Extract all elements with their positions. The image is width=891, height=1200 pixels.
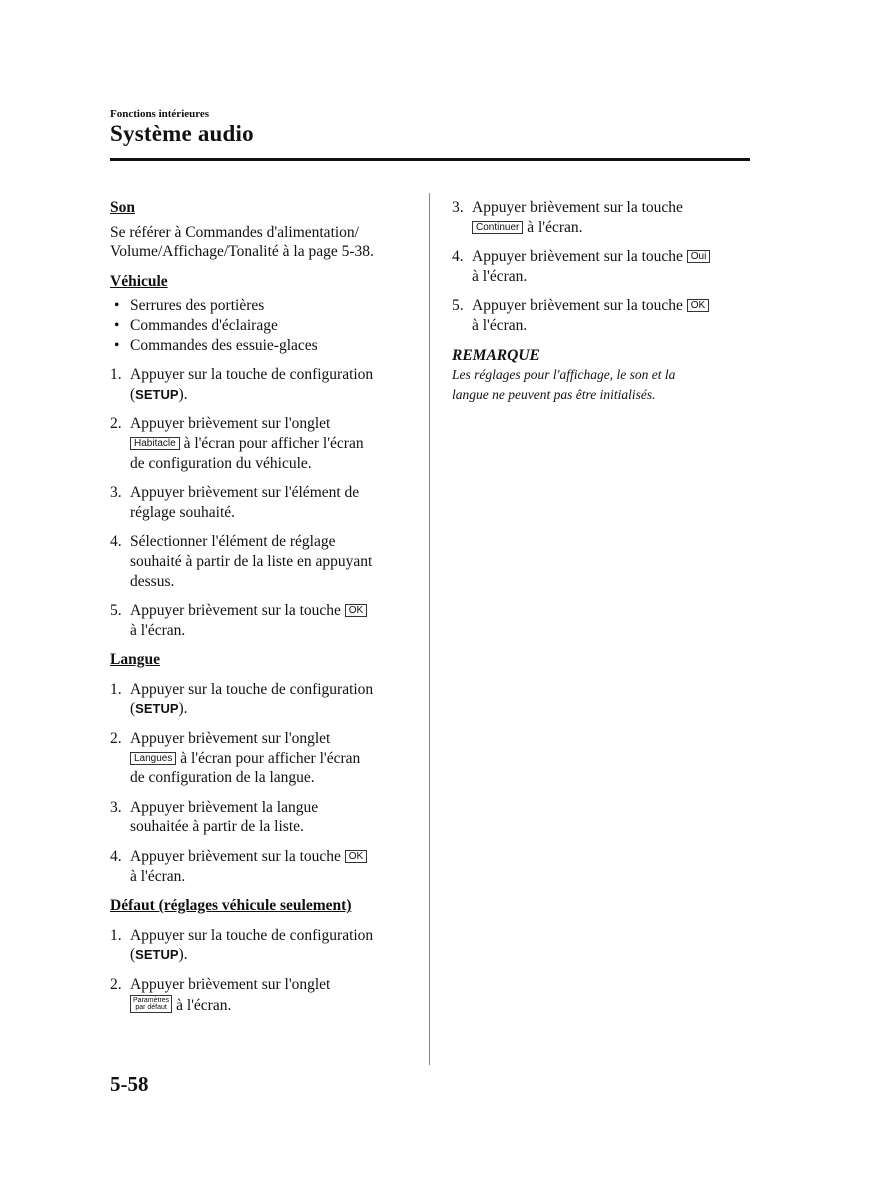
step-text (130, 601, 410, 621)
paren-open: ( (130, 385, 136, 403)
step-text: Appuyer brièvement sur l'onglet (130, 415, 331, 433)
step-number: 4. (110, 533, 122, 551)
step-text (472, 296, 752, 316)
continuation-step-3 (452, 198, 752, 237)
setup-key: SETUP (135, 386, 179, 402)
list-item: • Serrures des portières (110, 296, 410, 316)
step-text (130, 434, 410, 454)
step-text: Appuyer brièvement sur la touche (472, 199, 683, 216)
vehicule-heading: Véhicule (110, 272, 168, 290)
step-text-inline: Appuyer brièvement sur la touche (472, 297, 683, 315)
paren-close: ). (178, 700, 188, 718)
son-line-2: Volume/Affichage/Tonalité à la page 5-38. (110, 243, 374, 261)
vehicule-step-1 (110, 365, 410, 404)
step-text: dessus. (130, 572, 175, 590)
vehicule-bullet-list (110, 296, 410, 355)
step-text-inline: Appuyer brièvement sur la touche (130, 602, 341, 620)
step-text (472, 218, 752, 238)
step-text-inline: Appuyer brièvement sur la touche (472, 248, 683, 266)
step-text-inline: Appuyer brièvement sur la touche (130, 848, 341, 866)
button-label-line-2: par défaut (135, 1003, 167, 1011)
son-line-1: Se référer à Commandes d'alimentation/ (110, 223, 359, 241)
step-number: 2. (110, 976, 122, 993)
defaut-step-1 (110, 926, 410, 965)
paren-close: ). (178, 385, 188, 403)
step-text (130, 945, 410, 965)
setup-key: SETUP (135, 701, 179, 717)
header-rule (110, 158, 750, 161)
step-text-inline: à l'écran pour afficher l'écran (180, 749, 361, 767)
son-heading: Son (110, 199, 135, 216)
step-number: 5. (110, 602, 122, 620)
step-text (130, 699, 410, 719)
continuer-button: Continuer (472, 221, 523, 234)
step-number: 1. (110, 680, 122, 698)
step-text: à l'écran. (472, 267, 528, 285)
step-text: Appuyer sur la touche de configuration (130, 366, 374, 384)
step-text (130, 385, 410, 405)
langue-step-1 (110, 680, 410, 719)
page-number: 5-58 (110, 1072, 149, 1096)
step-text (130, 995, 410, 1016)
vehicule-step-5 (110, 601, 410, 640)
button-label-line-1: Paramètres (133, 996, 170, 1004)
langue-step-2 (110, 729, 410, 788)
page-title: Système audio (110, 121, 254, 146)
step-number: 5. (452, 297, 464, 315)
step-text: souhaitée à partir de la liste. (130, 818, 304, 836)
running-header: Fonctions intérieures (110, 108, 210, 120)
ok-button: OK (687, 299, 709, 312)
paren-close: ). (178, 946, 188, 964)
column-divider (429, 193, 430, 1065)
step-number: 4. (110, 848, 122, 866)
langue-step-4 (110, 847, 410, 886)
left-column (110, 198, 410, 1015)
continuation-step-4 (452, 247, 752, 286)
step-text: Appuyer sur la touche de configuration (130, 680, 374, 698)
step-number: 3. (452, 199, 464, 216)
habitacle-tab-button: Habitacle (130, 437, 180, 450)
vehicule-step-4 (110, 532, 410, 591)
parametres-par-defaut-tab-button (130, 995, 172, 1013)
step-text: Appuyer brièvement sur l'élément de (130, 484, 360, 502)
step-text: souhaité à partir de la liste en appuyant (130, 552, 373, 570)
step-text (130, 749, 410, 769)
step-number: 3. (110, 798, 122, 816)
step-text-inline: à l'écran. (176, 996, 232, 1014)
setup-key: SETUP (135, 947, 179, 963)
langue-heading: Langue (110, 651, 160, 669)
step-number: 1. (110, 926, 122, 944)
step-text: à l'écran. (472, 316, 528, 334)
step-text: réglage souhaité. (130, 503, 236, 521)
langue-step-3 (110, 798, 410, 837)
note-line-2: langue ne peuvent pas être initialisés. (452, 386, 656, 402)
step-text (130, 847, 410, 867)
step-text: Appuyer brièvement la langue (130, 798, 319, 816)
step-text: Appuyer brièvement sur l'onglet (130, 976, 331, 993)
paren-open: ( (130, 700, 136, 718)
step-text: de configuration du véhicule. (130, 454, 312, 472)
step-text: de configuration de la langue. (130, 769, 315, 787)
note-heading: REMARQUE (452, 346, 540, 364)
right-column (452, 198, 752, 404)
defaut-heading: Défaut (réglages véhicule seulement) (110, 897, 352, 915)
step-text: à l'écran. (130, 621, 186, 639)
step-number: 2. (110, 415, 122, 433)
step-text: Appuyer brièvement sur l'onglet (130, 730, 331, 748)
step-text: Sélectionner l'élément de réglage (130, 533, 336, 551)
ok-button: OK (345, 604, 367, 617)
vehicule-step-3 (110, 483, 410, 522)
step-text-inline: à l'écran pour afficher l'écran (183, 434, 364, 452)
step-text (472, 247, 752, 267)
langues-tab-button: Langues (130, 752, 176, 765)
step-number: 1. (110, 366, 122, 384)
step-number: 2. (110, 730, 122, 748)
vehicule-step-2 (110, 414, 410, 473)
step-text: Appuyer sur la touche de configuration (130, 926, 374, 944)
step-number: 3. (110, 484, 122, 502)
defaut-step-2 (110, 975, 410, 1015)
oui-button: Oui (687, 250, 711, 263)
continuation-step-5 (452, 296, 752, 335)
step-number: 4. (452, 248, 464, 266)
list-item: • Commandes des essuie-glaces (110, 336, 410, 356)
ok-button: OK (345, 850, 367, 863)
list-item: • Commandes d'éclairage (110, 316, 410, 336)
step-text: à l'écran. (130, 867, 186, 885)
step-text-inline: à l'écran. (527, 218, 583, 236)
paren-open: ( (130, 946, 136, 964)
note-line-1: Les réglages pour l'affichage, le son et la (452, 367, 676, 383)
